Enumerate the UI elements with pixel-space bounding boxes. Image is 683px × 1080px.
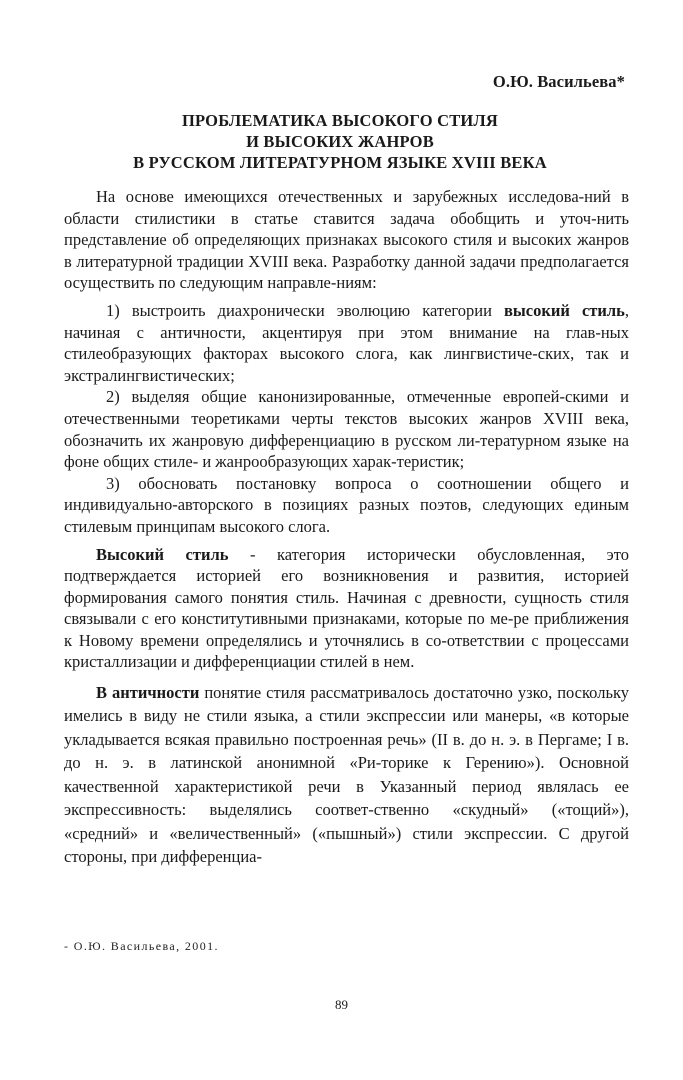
paragraph-intro: На основе имеющихся отечественных и зарубежных исследова-ний в области стилистики в статье ставится задача обобщить и уточ-нить представление об определяющих признаках высокого стиля и высоких жанров в литературной традиции XVIII века. Разработку данной задачи предполагается осуществить по следующим направле-ниям: xyxy=(64,187,629,293)
list-item-2: 2) выделяя общие канонизированные, отмеченные европей-скими и отечественными теоретиками черты текстов высоких жанров XVIII века, обозначить их жанровую дифференциацию в русском ли-тературном языке на фоне общих стиле- и жанрообразующих харак-теристик; xyxy=(64,387,629,472)
paragraph-high-style-text: - категория исторически обусловленная, это подтверждается историей его возникновения и развития, историей формирования самого понятия стиль. Начиная с древности, сущность стиля связывали с его конститутивными признаками, которые по ме-ре приближения к Новому времени определялись и уточнялись в со-ответствии с процессами кристаллизации и дифференциации стилей в нем. xyxy=(64,544,629,672)
list-item-1-rest: , начиная с античности, акцентируя при этом внимание на глав-ных стилеобразующих факторах высокого слога, как лингвистиче-ских, так и экстралингвистических; xyxy=(64,300,630,385)
footnote: - О.Ю. Васильева, 2001. xyxy=(64,939,219,953)
title-line: И ВЫСОКИХ ЖАНРОВ xyxy=(246,132,434,151)
list-item-1 xyxy=(64,300,629,386)
term-antiquity: В античности xyxy=(96,683,200,703)
paragraph-antiquity xyxy=(64,681,629,868)
list-item-1-text: 1) выстроить диахронически эволюцию категории xyxy=(106,300,504,320)
term-high-style: высокий стиль xyxy=(504,300,625,320)
list-item-3: 3) обосновать постановку вопроса о соотношении общего и индивидуально-авторского в позициях разных поэтов, следующих единым стилевым принципам высокого слога. xyxy=(64,473,629,536)
author-name: О.Ю. Васильева* xyxy=(492,72,625,91)
article-body xyxy=(64,186,629,868)
paragraph-antiquity-text: понятие стиля рассматривалось достаточно узко, поскольку имелись в виду не стили языка, а стили экспрессии или манеры, «в которые укладывается всякая правильно построенная речь» (II в. до н. э. в Пергаме; I в. до н. э. в латинской анонимной «Ри-торике к Герению»). Основной качественной характеристикой речи в Указанный период являлась ее экспрессивность: выделялись соответ-ственно «скудный» («тощий»), «средний» и «величественный» («пышный») стили экспрессии. С другой стороны, при дифференциа- xyxy=(64,683,630,866)
title-line: В РУССКОМ ЛИТЕРАТУРНОМ ЯЗЫКЕ XVIII ВЕКА xyxy=(133,153,547,172)
term-high-style-heading: Высокий стиль xyxy=(96,544,229,564)
title-line: ПРОБЛЕМАТИКА ВЫСОКОГО СТИЛЯ xyxy=(181,111,499,130)
article-title xyxy=(40,110,640,173)
page-number: 89 xyxy=(335,997,348,1012)
paragraph-high-style xyxy=(64,544,629,674)
